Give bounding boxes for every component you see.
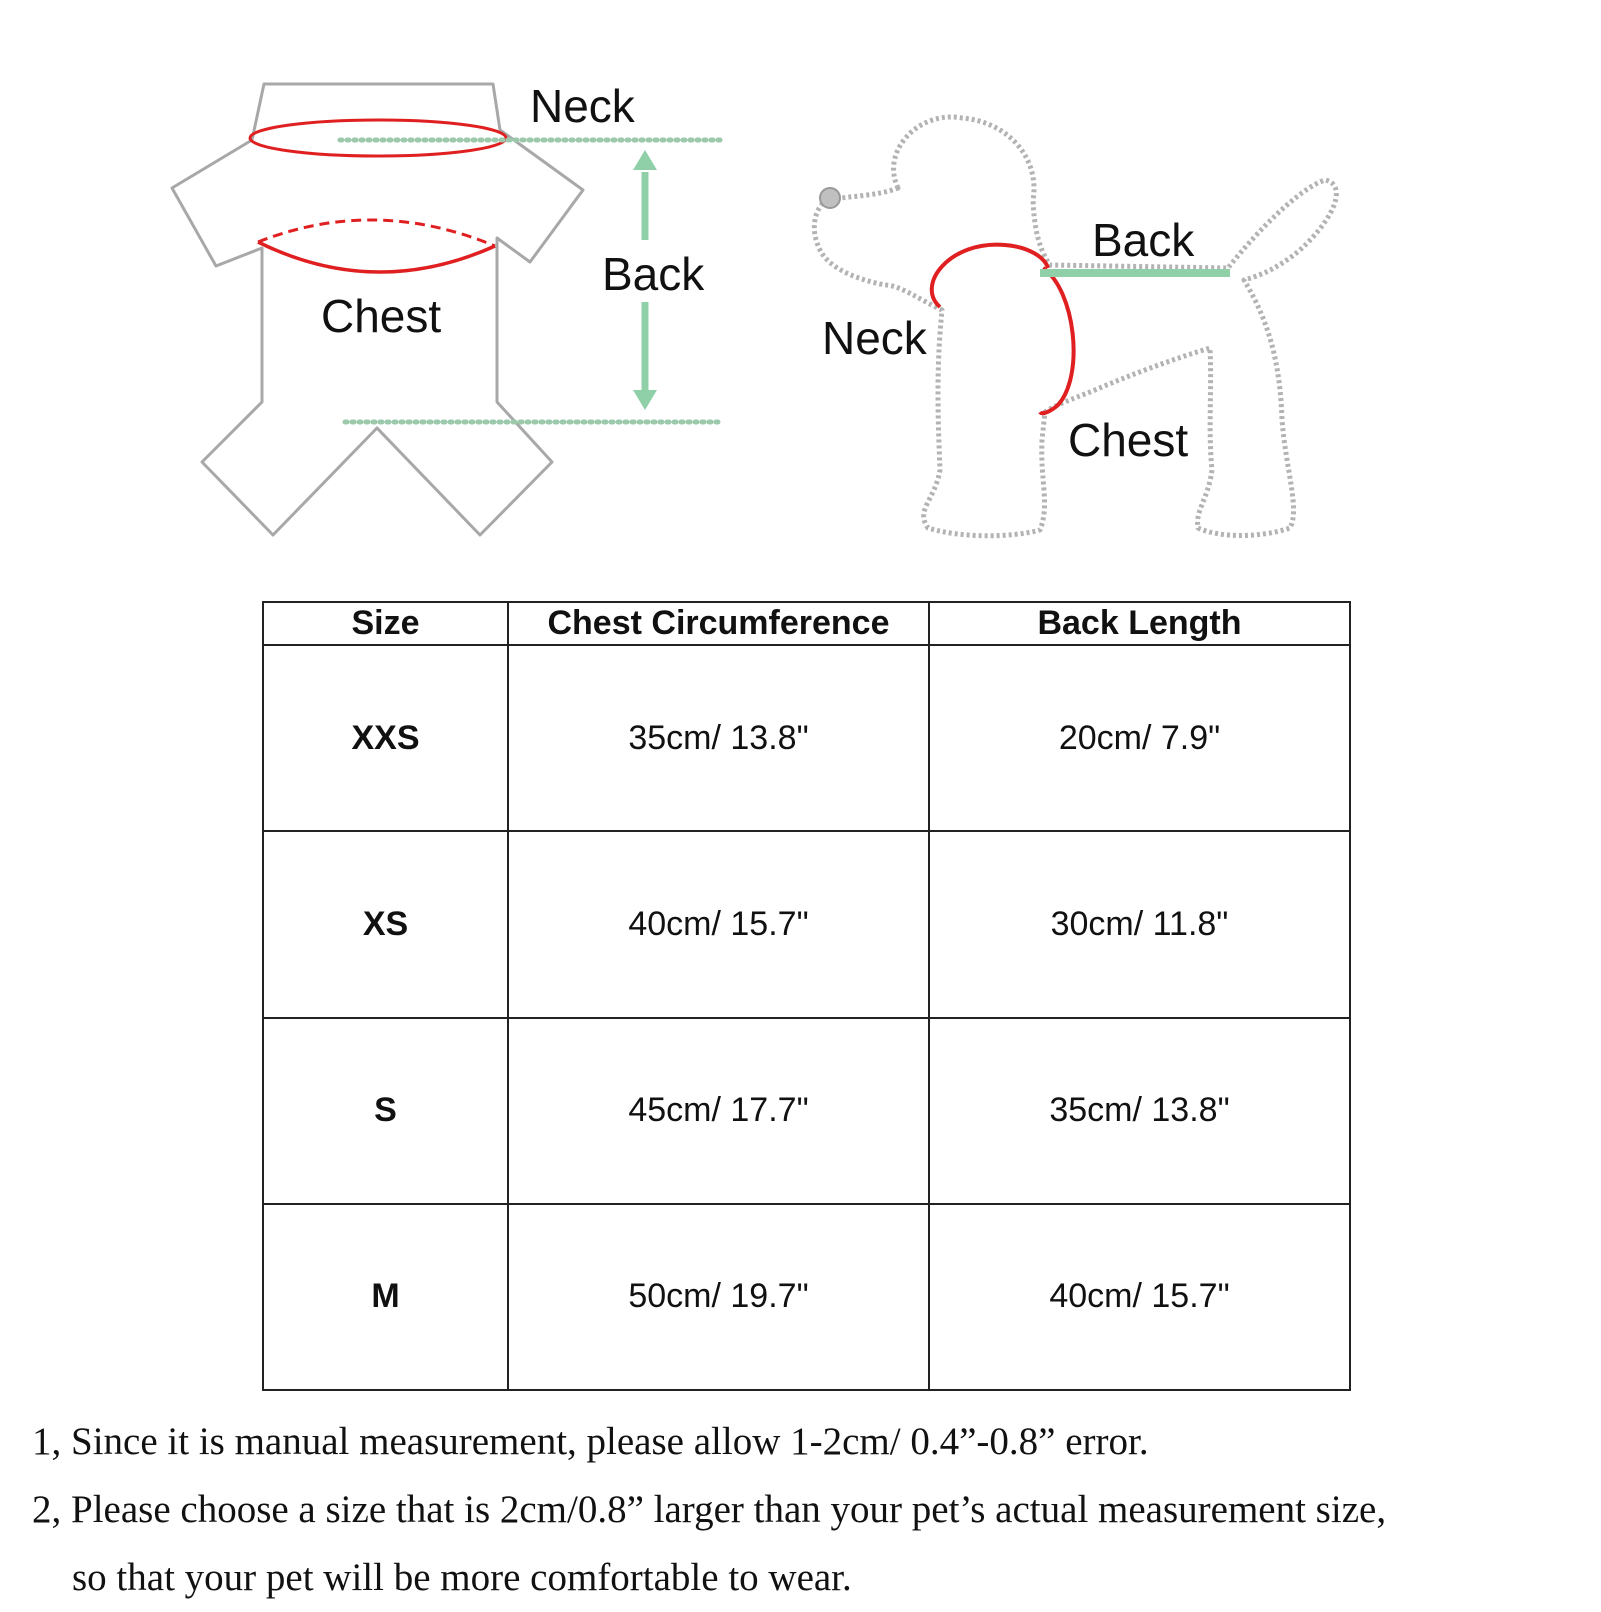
dog-neck-label: Neck — [822, 312, 927, 364]
chest-cell: 50cm/ 19.7" — [508, 1204, 929, 1390]
size-cell: S — [263, 1018, 508, 1204]
size-chart-table — [262, 601, 1351, 1391]
table-row — [263, 645, 1350, 831]
back-cell: 20cm/ 7.9" — [929, 645, 1350, 831]
dog-chest-label: Chest — [1068, 414, 1189, 466]
header-back-length: Back Length — [929, 602, 1350, 645]
measurement-diagrams — [0, 0, 1601, 580]
garment-back-label: Back — [602, 248, 705, 300]
header-chest-circumference: Chest Circumference — [508, 602, 929, 645]
measurement-notes — [32, 1408, 1572, 1612]
note-line-3: so that your pet will be more comfortable to wear. — [72, 1556, 852, 1599]
table-row — [263, 831, 1350, 1017]
garment-chest-label: Chest — [321, 290, 442, 342]
size-cell: M — [263, 1204, 508, 1390]
back-cell: 35cm/ 13.8" — [929, 1018, 1350, 1204]
table-header-row — [263, 602, 1350, 645]
back-cell: 40cm/ 15.7" — [929, 1204, 1350, 1390]
dog-back-label: Back — [1092, 214, 1195, 266]
garment-chest-front-line — [258, 242, 495, 272]
header-size: Size — [263, 602, 508, 645]
chest-cell: 40cm/ 15.7" — [508, 831, 929, 1017]
dog-chest-line — [1040, 268, 1074, 413]
chest-cell: 45cm/ 17.7" — [508, 1018, 929, 1204]
back-cell: 30cm/ 11.8" — [929, 831, 1350, 1017]
dog-neck-line — [932, 245, 1048, 307]
size-cell: XXS — [263, 645, 508, 831]
note-line-1: 1, Since it is manual measurement, please allow 1-2cm/ 0.4”-0.8” error. — [32, 1420, 1149, 1463]
garment-neck-label: Neck — [530, 80, 635, 132]
note-line-2: 2, Please choose a size that is 2cm/0.8” larger than your pet’s actual measurement size, — [32, 1488, 1387, 1531]
dog-nose-icon — [820, 188, 840, 208]
chest-cell: 35cm/ 13.8" — [508, 645, 929, 831]
size-cell: XS — [263, 831, 508, 1017]
garment-chest-back-line — [258, 220, 495, 246]
table-row — [263, 1204, 1350, 1390]
table-row — [263, 1018, 1350, 1204]
